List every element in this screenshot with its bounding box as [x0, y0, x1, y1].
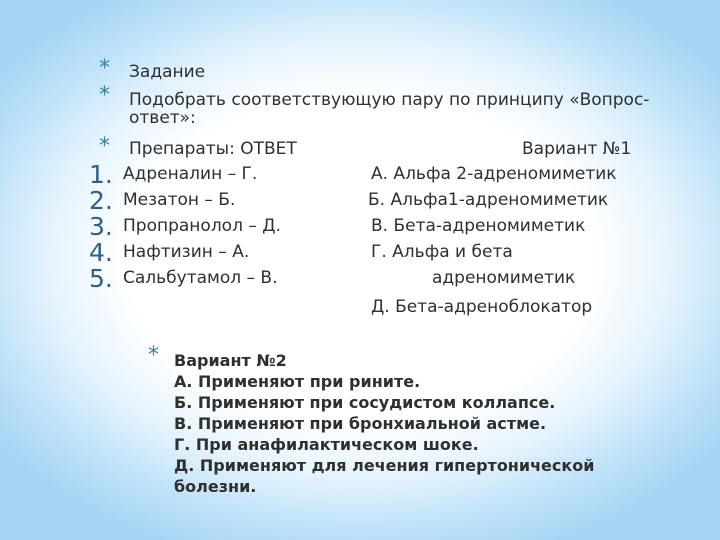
variant2-line: Д. Применяют для лечения гипертонической: [174, 456, 595, 475]
bullet-star-icon: *: [99, 134, 110, 159]
drug-item: Пропранолол – Д.: [123, 216, 281, 236]
list-number: 5.: [89, 264, 113, 293]
answer-item: В. Бета-адреномиметик: [371, 216, 586, 236]
variant2-line: болезни.: [174, 477, 257, 496]
variant2-line: А. Применяют при рините.: [174, 372, 421, 391]
bullet-star-icon: *: [99, 83, 110, 108]
answer-item: Д. Бета-адреноблокатор: [371, 297, 593, 317]
drug-item: Сальбутамол – В.: [123, 268, 278, 288]
variant2-title: Вариант №2: [174, 351, 287, 370]
drug-item: Нафтизин – А.: [123, 242, 250, 262]
task-label: Задание: [129, 62, 206, 82]
list-number: 4.: [89, 238, 113, 267]
variant2-line: Б. Применяют при сосудистом коллапсе.: [174, 393, 556, 412]
list-number: 3.: [89, 212, 113, 241]
variant2-line: Г. При анафилактическом шоке.: [174, 435, 479, 454]
drug-item: Мезатон – Б.: [123, 190, 236, 210]
variant2-line: В. Применяют при бронхиальной астме.: [174, 414, 547, 433]
answer-item: адреномиметик: [432, 268, 576, 288]
drug-item: Адреналин – Г.: [123, 164, 258, 184]
drugs-heading: Препараты: ОТВЕТ: [129, 139, 297, 159]
instruction-line-1: Подобрать соответствующую пару по принципу «Вопрос-: [129, 90, 650, 110]
list-number: 2.: [89, 186, 113, 215]
list-number: 1.: [89, 160, 113, 189]
answer-item: Г. Альфа и бета: [371, 242, 513, 262]
answer-item: А. Альфа 2-адреномиметик: [371, 164, 617, 184]
bullet-star-icon: *: [99, 56, 110, 81]
bullet-star-icon: *: [148, 343, 159, 368]
instruction-line-2: ответ»:: [129, 108, 196, 128]
variant1-title: Вариант №1: [522, 139, 632, 159]
answer-item: Б. Альфа1-адреномиметик: [368, 190, 609, 210]
